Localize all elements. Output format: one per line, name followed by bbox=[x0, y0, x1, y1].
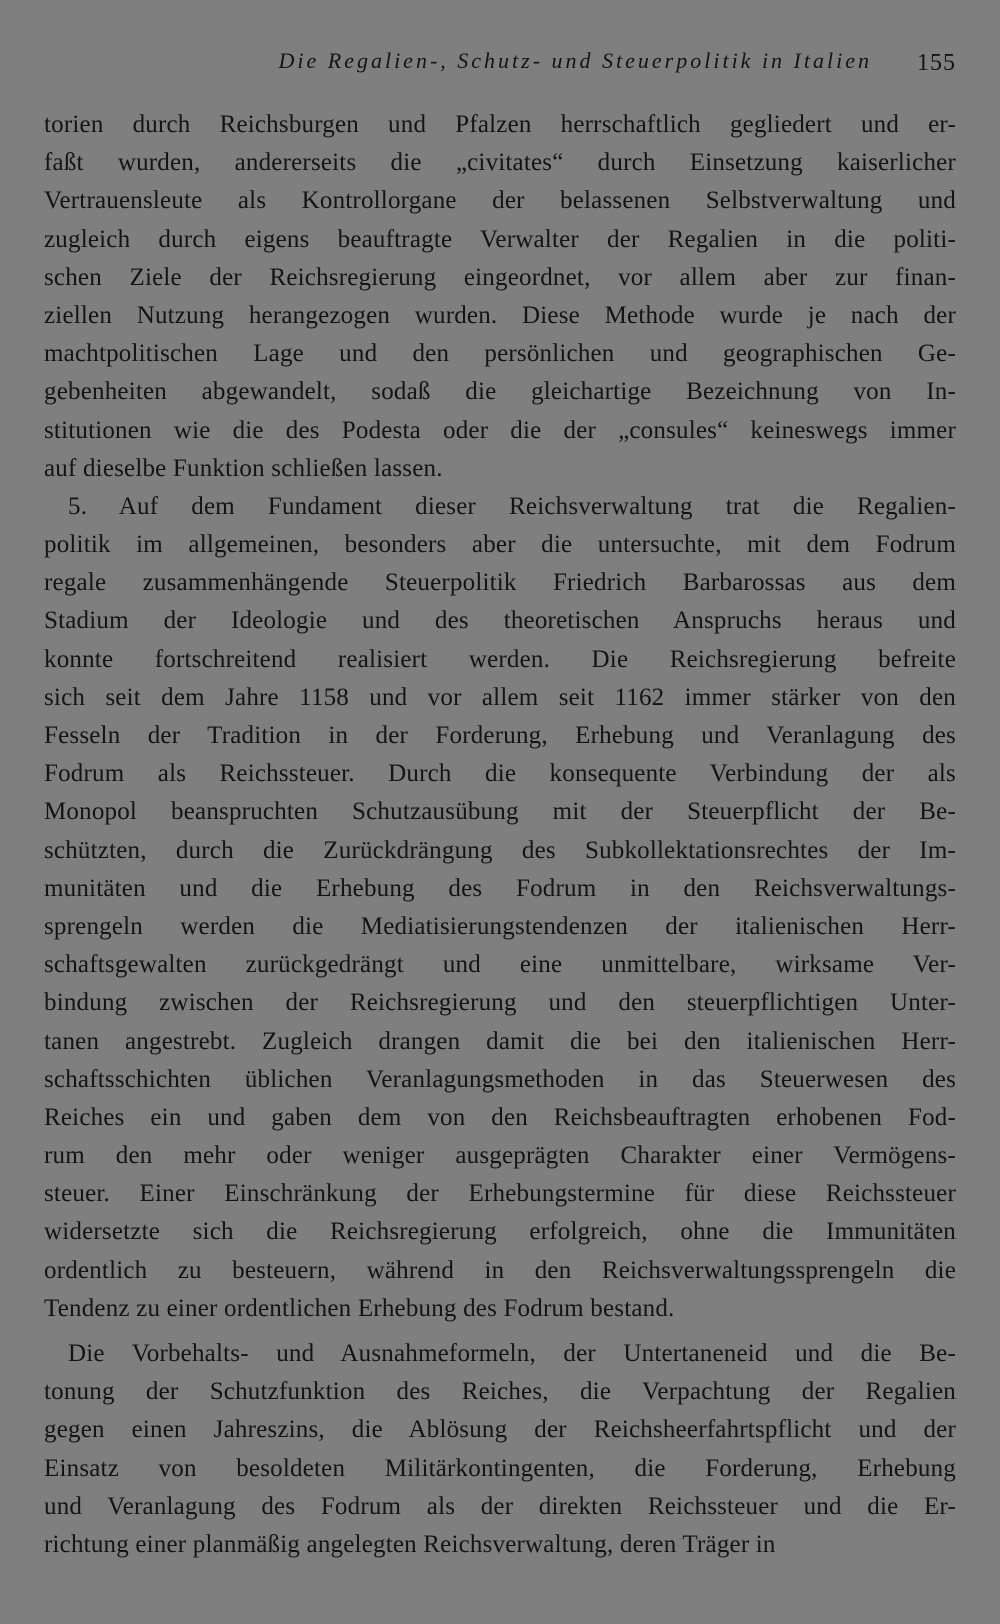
text-line: schaftsgewalten zurückgedrängt und eine unmittelbare, wirksame Ver- bbox=[44, 951, 956, 979]
book-page bbox=[44, 44, 956, 1604]
text-line: Die Vorbehalts- und Ausnahmeformeln, der Untertaneneid und die Be- bbox=[68, 1340, 956, 1367]
text-line: Monopol beanspruchten Schutzausübung mit der Steuerpflicht der Be- bbox=[44, 798, 956, 826]
text-line: zugleich durch eigens beauftragte Verwalter der Regalien in die politi- bbox=[44, 225, 956, 253]
text-line: torien durch Reichsburgen und Pfalzen herrschaftlich gegliedert und er- bbox=[44, 111, 956, 138]
text-line: schützten, durch die Zurückdrängung des Subkollektationsrechtes der Im- bbox=[44, 836, 956, 864]
text-line: ziellen Nutzung herangezogen wurden. Diese Methode wurde je nach der bbox=[44, 301, 956, 329]
paragraph bbox=[44, 1335, 956, 1564]
paragraph bbox=[44, 488, 956, 1328]
text-line: munitäten und die Erhebung des Fodrum in den Reichsverwaltungs- bbox=[44, 874, 956, 902]
text-line: schen Ziele der Reichsregierung eingeordnet, vor allem aber zur finan- bbox=[44, 263, 956, 291]
text-line: konnte fortschreitend realisiert werden. Die Reichsregierung befreite bbox=[44, 645, 956, 673]
text-line: Reiches ein und gaben dem von den Reichsbeauftragten erhobenen Fod- bbox=[44, 1103, 956, 1131]
text-line: stitutionen wie die des Podesta oder die der „consules“ keineswegs immer bbox=[44, 416, 956, 444]
text-line: Einsatz von besoldeten Militärkontingenten, die Forderung, Erhebung bbox=[44, 1454, 956, 1482]
text-line: richtung einer planmäßig angelegten Reichsverwaltung, deren Träger in bbox=[44, 1530, 776, 1558]
running-title: Die Regalien-, Schutz- und Steuerpolitik in Italien bbox=[278, 48, 872, 73]
text-line: steuer. Einer Einschränkung der Erhebungstermine für diese Reichssteuer bbox=[44, 1180, 956, 1208]
body-text bbox=[44, 106, 956, 1564]
text-line: Fesseln der Tradition in der Forderung, Erhebung und Veranlagung des bbox=[44, 722, 956, 749]
text-line: tonung der Schutzfunktion des Reiches, die Verpachtung der Regalien bbox=[44, 1378, 956, 1406]
text-line: sich seit dem Jahre 1158 und vor allem seit 1162 immer stärker von den bbox=[44, 683, 956, 711]
paragraph bbox=[44, 106, 956, 488]
text-line: Vertrauensleute als Kontrollorgane der belassenen Selbstverwaltung und bbox=[44, 187, 956, 215]
running-header bbox=[44, 44, 956, 84]
paragraph-gap bbox=[44, 1328, 956, 1335]
text-line: gebenheiten abgewandelt, sodaß die gleichartige Bezeichnung von In- bbox=[44, 378, 956, 406]
text-line: sprengeln werden die Mediatisierungstendenzen der italienischen Herr- bbox=[44, 912, 956, 940]
text-line: schaftsschichten üblichen Veranlagungsmethoden in das Steuerwesen des bbox=[44, 1065, 956, 1093]
text-line: gegen einen Jahreszins, die Ablösung der Reichsheerfahrtspflicht und der bbox=[44, 1416, 956, 1444]
text-line: rum den mehr oder weniger ausgeprägten Charakter einer Vermögens- bbox=[44, 1142, 956, 1170]
text-line: auf dieselbe Funktion schließen lassen. bbox=[44, 454, 443, 482]
text-line: widersetzte sich die Reichsregierung erfolgreich, ohne die Immunitäten bbox=[44, 1218, 956, 1246]
text-line: 5. Auf dem Fundament dieser Reichsverwaltung trat die Regalien- bbox=[68, 492, 956, 520]
text-line: bindung zwischen der Reichsregierung und den steuerpflichtigen Unter- bbox=[44, 989, 956, 1017]
text-line: politik im allgemeinen, besonders aber die untersuchte, mit dem Fodrum bbox=[44, 531, 956, 559]
text-line: faßt wurden, andererseits die „civitates“ durch Einsetzung kaiserlicher bbox=[44, 149, 956, 177]
text-line: regale zusammenhängende Steuerpolitik Friedrich Barbarossas aus dem bbox=[44, 569, 956, 597]
text-line: Fodrum als Reichssteuer. Durch die konsequente Verbindung der als bbox=[44, 760, 956, 788]
text-line: Tendenz zu einer ordentlichen Erhebung des Fodrum bestand. bbox=[44, 1294, 675, 1322]
text-line: Stadium der Ideologie und des theoretischen Anspruchs heraus und bbox=[44, 607, 956, 635]
text-line: tanen angestrebt. Zugleich drangen damit die bei den italienischen Herr- bbox=[44, 1027, 956, 1055]
text-line: ordentlich zu besteuern, während in den Reichsverwaltungssprengeln die bbox=[44, 1256, 956, 1284]
page-number: 155 bbox=[917, 50, 956, 76]
text-line: machtpolitischen Lage und den persönlichen und geographischen Ge- bbox=[44, 340, 956, 368]
text-line: und Veranlagung des Fodrum als der direkten Reichssteuer und die Er- bbox=[44, 1492, 956, 1520]
